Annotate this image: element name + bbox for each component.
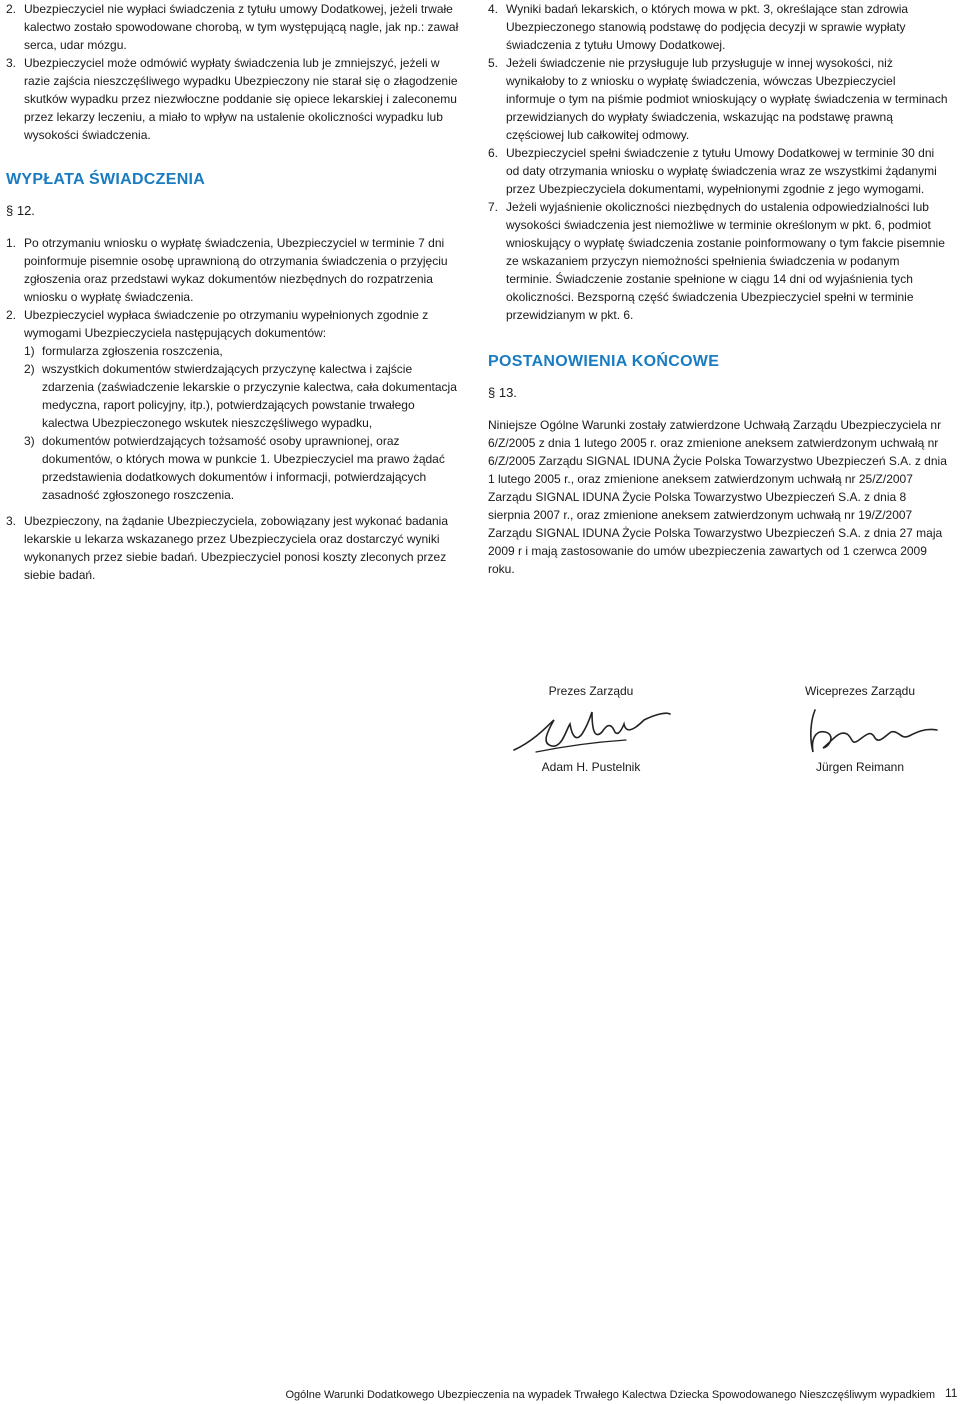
paragraph-number: 2. — [6, 2, 17, 16]
right-column — [488, 0, 948, 578]
signature-block-vice-president — [760, 682, 960, 776]
closing-paragraph: Niniejsze Ogólne Warunki zostały zatwierdzone Uchwałą Zarządu Ubezpieczyciela nr 6/Z/2005 z dnia 1 lutego 2005 r. oraz zmienione aneksem zatwierdzonym uchwałą nr 6/Z/2005 Zarządu SIGNAL IDUNA Życie Polska Towarzystwo Ubezpieczeń S.A. z dnia 1 lutego 2005 r., oraz zmienione aneksem zatwierdzonym uchwałą nr 25/Z/2007 Zarządu SIGNAL IDUNA Życie Polska Towarzystwo Ubezpieczeń S.A. z dnia 8 sierpnia 2007 r., oraz zmienione aneksem zatwierdzonym uchwałą nr 19/Z/2007 Zarządu SIGNAL IDUNA Życie Polska Towarzystwo Ubezpieczeń S.A. z dnia 27 maja 2009 r i mają zastosowanie do umów ubezpieczenia zawartych od 1 czerwca 2009 roku. — [488, 418, 947, 576]
clause-2 — [6, 306, 464, 342]
clause-text: Ubezpieczony, na żądanie Ubezpieczyciela, zobowiązany jest wykonać badania lekarskie u lekarza wskazanego przez Ubezpieczyciela oraz dostarczyć wyniki wykonanych przez siebie badań. Ubezpieczyciel ponosi koszty zleconych przez siebie badań. — [24, 514, 449, 582]
signature-handwriting-icon — [506, 700, 676, 758]
signature-handwriting-icon — [775, 700, 945, 758]
paragraph-text: Ubezpieczyciel nie wypłaci świadczenia z tytułu umowy Dodatkowej, jeżeli trwałe kalectwo zostało spowodowane chorobą, w tym występującą nagle, jak np.: zawał serca, udar mózgu. — [24, 2, 459, 52]
item-number: 3) — [24, 434, 35, 448]
item-number: 1) — [24, 344, 35, 358]
left-column — [6, 0, 464, 584]
signature-block-president — [491, 682, 691, 776]
item-text: dokumentów potwierdzających tożsamość osoby uprawnionej, oraz dokumentów, o których mowa w punkcie 1. Ubezpieczyciel ma prawo żądać przedstawienia dodatkowych dokumentów i informacji, potwierdzających zasadność zgłoszonego roszczenia. — [42, 434, 445, 502]
clause-number: 3. — [6, 514, 17, 528]
clause-number: 6. — [488, 146, 499, 160]
signature-name: Jürgen Reimann — [815, 760, 905, 774]
clause-3 — [6, 512, 464, 584]
signature-title: Wiceprezes Zarządu — [804, 684, 916, 698]
page-footer: Ogólne Warunki Dodatkowego Ubezpieczenia na wypadek Trwałego Kalectwa Dziecka Spowodowanego Nieszczęśliwym wypadkiem — [285, 1389, 935, 1401]
clause-number: 1. — [6, 236, 17, 250]
clause-number: 4. — [488, 2, 499, 16]
clause-1 — [6, 234, 464, 306]
section-heading-final-provisions: POSTANOWIENIA KOŃCOWE — [488, 353, 720, 370]
clause-5 — [488, 54, 948, 144]
signature-title: Prezes Zarządu — [548, 684, 634, 698]
clause-7 — [488, 198, 948, 324]
clause-text: Po otrzymaniu wniosku o wypłatę świadczenia, Ubezpieczyciel w terminie 7 dni poinformuje pisemnie osobę uprawnioną do otrzymania świadczenia o przyjęciu zgłoszenia oraz przedstawi wykaz dokumentów niezbędnych do rozpatrzenia wniosku o wypłatę świadczenia. — [24, 236, 448, 304]
clause-number: 2. — [6, 308, 17, 322]
signature-name: Adam H. Pustelnik — [541, 760, 641, 774]
item-text: wszystkich dokumentów stwierdzających przyczynę kalectwa i zajście zdarzenia (zaświadczenie lekarskie o przyczynie kalectwa, cała dokumentacja medyczna, raport policyjny, itp.), potwierdzających powstanie trwałego kalectwa Ubezpieczonego wskutek nieszczęśliwego wypadku, — [42, 362, 457, 430]
clause-text: Ubezpieczyciel spełni świadczenie z tytułu Umowy Dodatkowej w terminie 30 dni od daty otrzymania wniosku o wypłatę świadczenia wraz ze wszystkimi żądanymi przez Ubezpieczyciela dokumentami, wypełnionymi zgodnie z jego wymogami. — [506, 146, 937, 196]
section-number-13: § 13. — [488, 385, 517, 400]
clause-6 — [488, 144, 948, 198]
clause-text: Ubezpieczyciel wypłaca świadczenie po otrzymaniu wypełnionych zgodnie z wymogami Ubezpieczyciela następujących dokumentów: — [24, 308, 429, 340]
paragraph-2 — [6, 0, 464, 54]
clause-number: 5. — [488, 56, 499, 70]
paragraph-number: 3. — [6, 56, 17, 70]
item-number: 2) — [24, 362, 35, 376]
clause-text: Jeżeli świadczenie nie przysługuje lub przysługuje w innej wysokości, niż wynikałoby to z wniosku o wypłatę świadczenia, wówczas Ubezpieczyciel informuje o tym na piśmie podmiot wnioskujący o wypłatę świadczenia w terminach przewidzianych do wypłaty świadczenia, wskazując na podstawę prawną częściowej lub całkowitej odmowy. — [506, 56, 948, 142]
clause-2-item-3 — [6, 432, 464, 504]
section-number-12: § 12. — [6, 203, 35, 218]
paragraph-text: Ubezpieczyciel może odmówić wypłaty świadczenia lub je zmniejszyć, jeżeli w razie zajścia nieszczęśliwego wypadku Ubezpieczony nie starał się o złagodzenie skutków wypadku przez niezwłoczne poddanie się opiece lekarskiej i zaleconemu przez lekarzy leczeniu, a miało to wpływ na ustalenie okoliczności wypadku lub wysokości świadczenia. — [24, 56, 458, 142]
paragraph-3 — [6, 54, 464, 144]
item-text: formularza zgłoszenia roszczenia, — [42, 344, 223, 358]
clause-2-item-1 — [6, 342, 464, 360]
clause-2-item-2 — [6, 360, 464, 432]
clause-number: 7. — [488, 200, 499, 214]
clause-4 — [488, 0, 948, 54]
section-heading-payment: WYPŁATA ŚWIADCZENIA — [6, 171, 206, 188]
clause-text: Jeżeli wyjaśnienie okoliczności niezbędnych do ustalenia odpowiedzialności lub wysokości świadczenia jest niemożliwe w terminie określonym w pkt. 6, podmiot wnioskujący o wypłatę świadczenia zostanie poinformowany o tym fakcie pisemnie ze wskazaniem przyczyn niemożności spełnienia świadczenia w podanym terminie. Świadczenie zostanie spełnione w ciągu 14 dni od wyjaśnienia tych okoliczności. Bezsporną część świadczenia Ubezpieczyciel spełni w terminie przewidzianym w pkt. 6. — [506, 200, 945, 322]
clause-text: Wyniki badań lekarskich, o których mowa w pkt. 3, określające stan zdrowia Ubezpieczonego stanowią podstawę do podjęcia decyzji w sprawie wypłaty świadczenia z tytułu Umowy Dodatkowej. — [506, 2, 909, 52]
page-number: 11 — [945, 1386, 958, 1400]
